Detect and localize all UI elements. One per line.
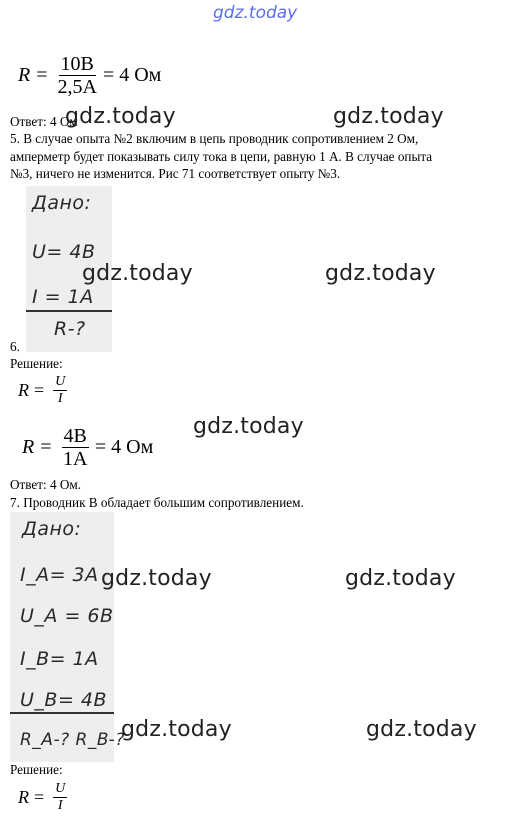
formula-fraction <box>62 426 89 469</box>
formula-result: = 4 Ом <box>102 64 162 86</box>
watermark: gdz.today <box>65 104 176 129</box>
fraction-denominator: 2,5А <box>57 76 97 98</box>
formula-eq: = <box>36 64 48 86</box>
given-unknown: R_A-? R_B-? <box>20 730 125 750</box>
given-divider <box>10 712 114 714</box>
solution-label: Решение: <box>10 762 63 777</box>
formula-fraction <box>58 54 97 97</box>
watermark: gdz.today <box>366 717 477 742</box>
answer-6: Ответ: 4 Ом. <box>10 477 82 492</box>
fraction-denominator: I <box>57 798 63 813</box>
given-line: U_B= 4B <box>20 689 108 711</box>
given-line: I = 1A <box>32 286 94 308</box>
given-title: Дано: <box>22 518 82 540</box>
formula-fraction <box>53 782 67 813</box>
given-unknown: R-? <box>54 318 86 340</box>
watermark: gdz.today <box>193 414 304 439</box>
fraction-numerator: 4В <box>63 425 87 447</box>
fraction-numerator: 10В <box>60 53 94 75</box>
fraction-numerator: U <box>55 781 66 796</box>
site-logo[interactable]: gdz.today <box>213 3 298 23</box>
watermark: gdz.today <box>345 566 456 591</box>
given-line: I_A= 3A <box>20 564 99 586</box>
fraction-numerator: U <box>55 374 66 389</box>
item5-line-3: №3, ничего не изменится. Рис 71 соответствует опыту №3. <box>10 166 341 181</box>
answer-1: Ответ: 4 Ом <box>10 114 78 129</box>
formula-result: = 4 Ом <box>94 436 154 458</box>
formula-ohm-law <box>18 375 71 406</box>
fraction-denominator: 1А <box>62 448 88 470</box>
handwritten-given-7 <box>10 512 125 762</box>
watermark: gdz.today <box>82 261 193 286</box>
formula-resistance-1 <box>18 54 161 97</box>
formula-eq: = <box>34 380 45 400</box>
item5-line-1: 5. В случае опыта №2 включим в цепь проводник сопротивлением 2 Ом, <box>10 131 419 146</box>
solution-label: Решение: <box>10 356 63 371</box>
given-title: Дано: <box>32 192 92 214</box>
given-line: U_A = 6B <box>20 605 114 627</box>
item6-number: 6. <box>10 339 20 354</box>
formula-resistance-2 <box>22 426 153 469</box>
fraction-denominator: I <box>57 391 63 406</box>
formula-var: R <box>18 787 29 807</box>
watermark: gdz.today <box>101 566 212 591</box>
watermark: gdz.today <box>333 104 444 129</box>
watermark: gdz.today <box>121 717 232 742</box>
formula-eq: = <box>40 436 52 458</box>
item7-line-1: 7. Проводник В обладает большим сопротивлением. <box>10 495 304 510</box>
formula-var: R <box>18 380 29 400</box>
given-line: U= 4B <box>32 241 96 263</box>
given-line: I_B= 1A <box>20 648 99 670</box>
formula-fraction <box>53 375 67 406</box>
item5-line-2: амперметр будет показывать силу тока в цепи, равную 1 А. В случае опыта <box>10 149 433 164</box>
formula-eq: = <box>34 787 45 807</box>
formula-var: R <box>22 436 35 458</box>
formula-ohm-law-2 <box>18 782 71 813</box>
watermark: gdz.today <box>325 261 436 286</box>
given-divider <box>26 310 112 312</box>
formula-var: R <box>18 64 31 86</box>
